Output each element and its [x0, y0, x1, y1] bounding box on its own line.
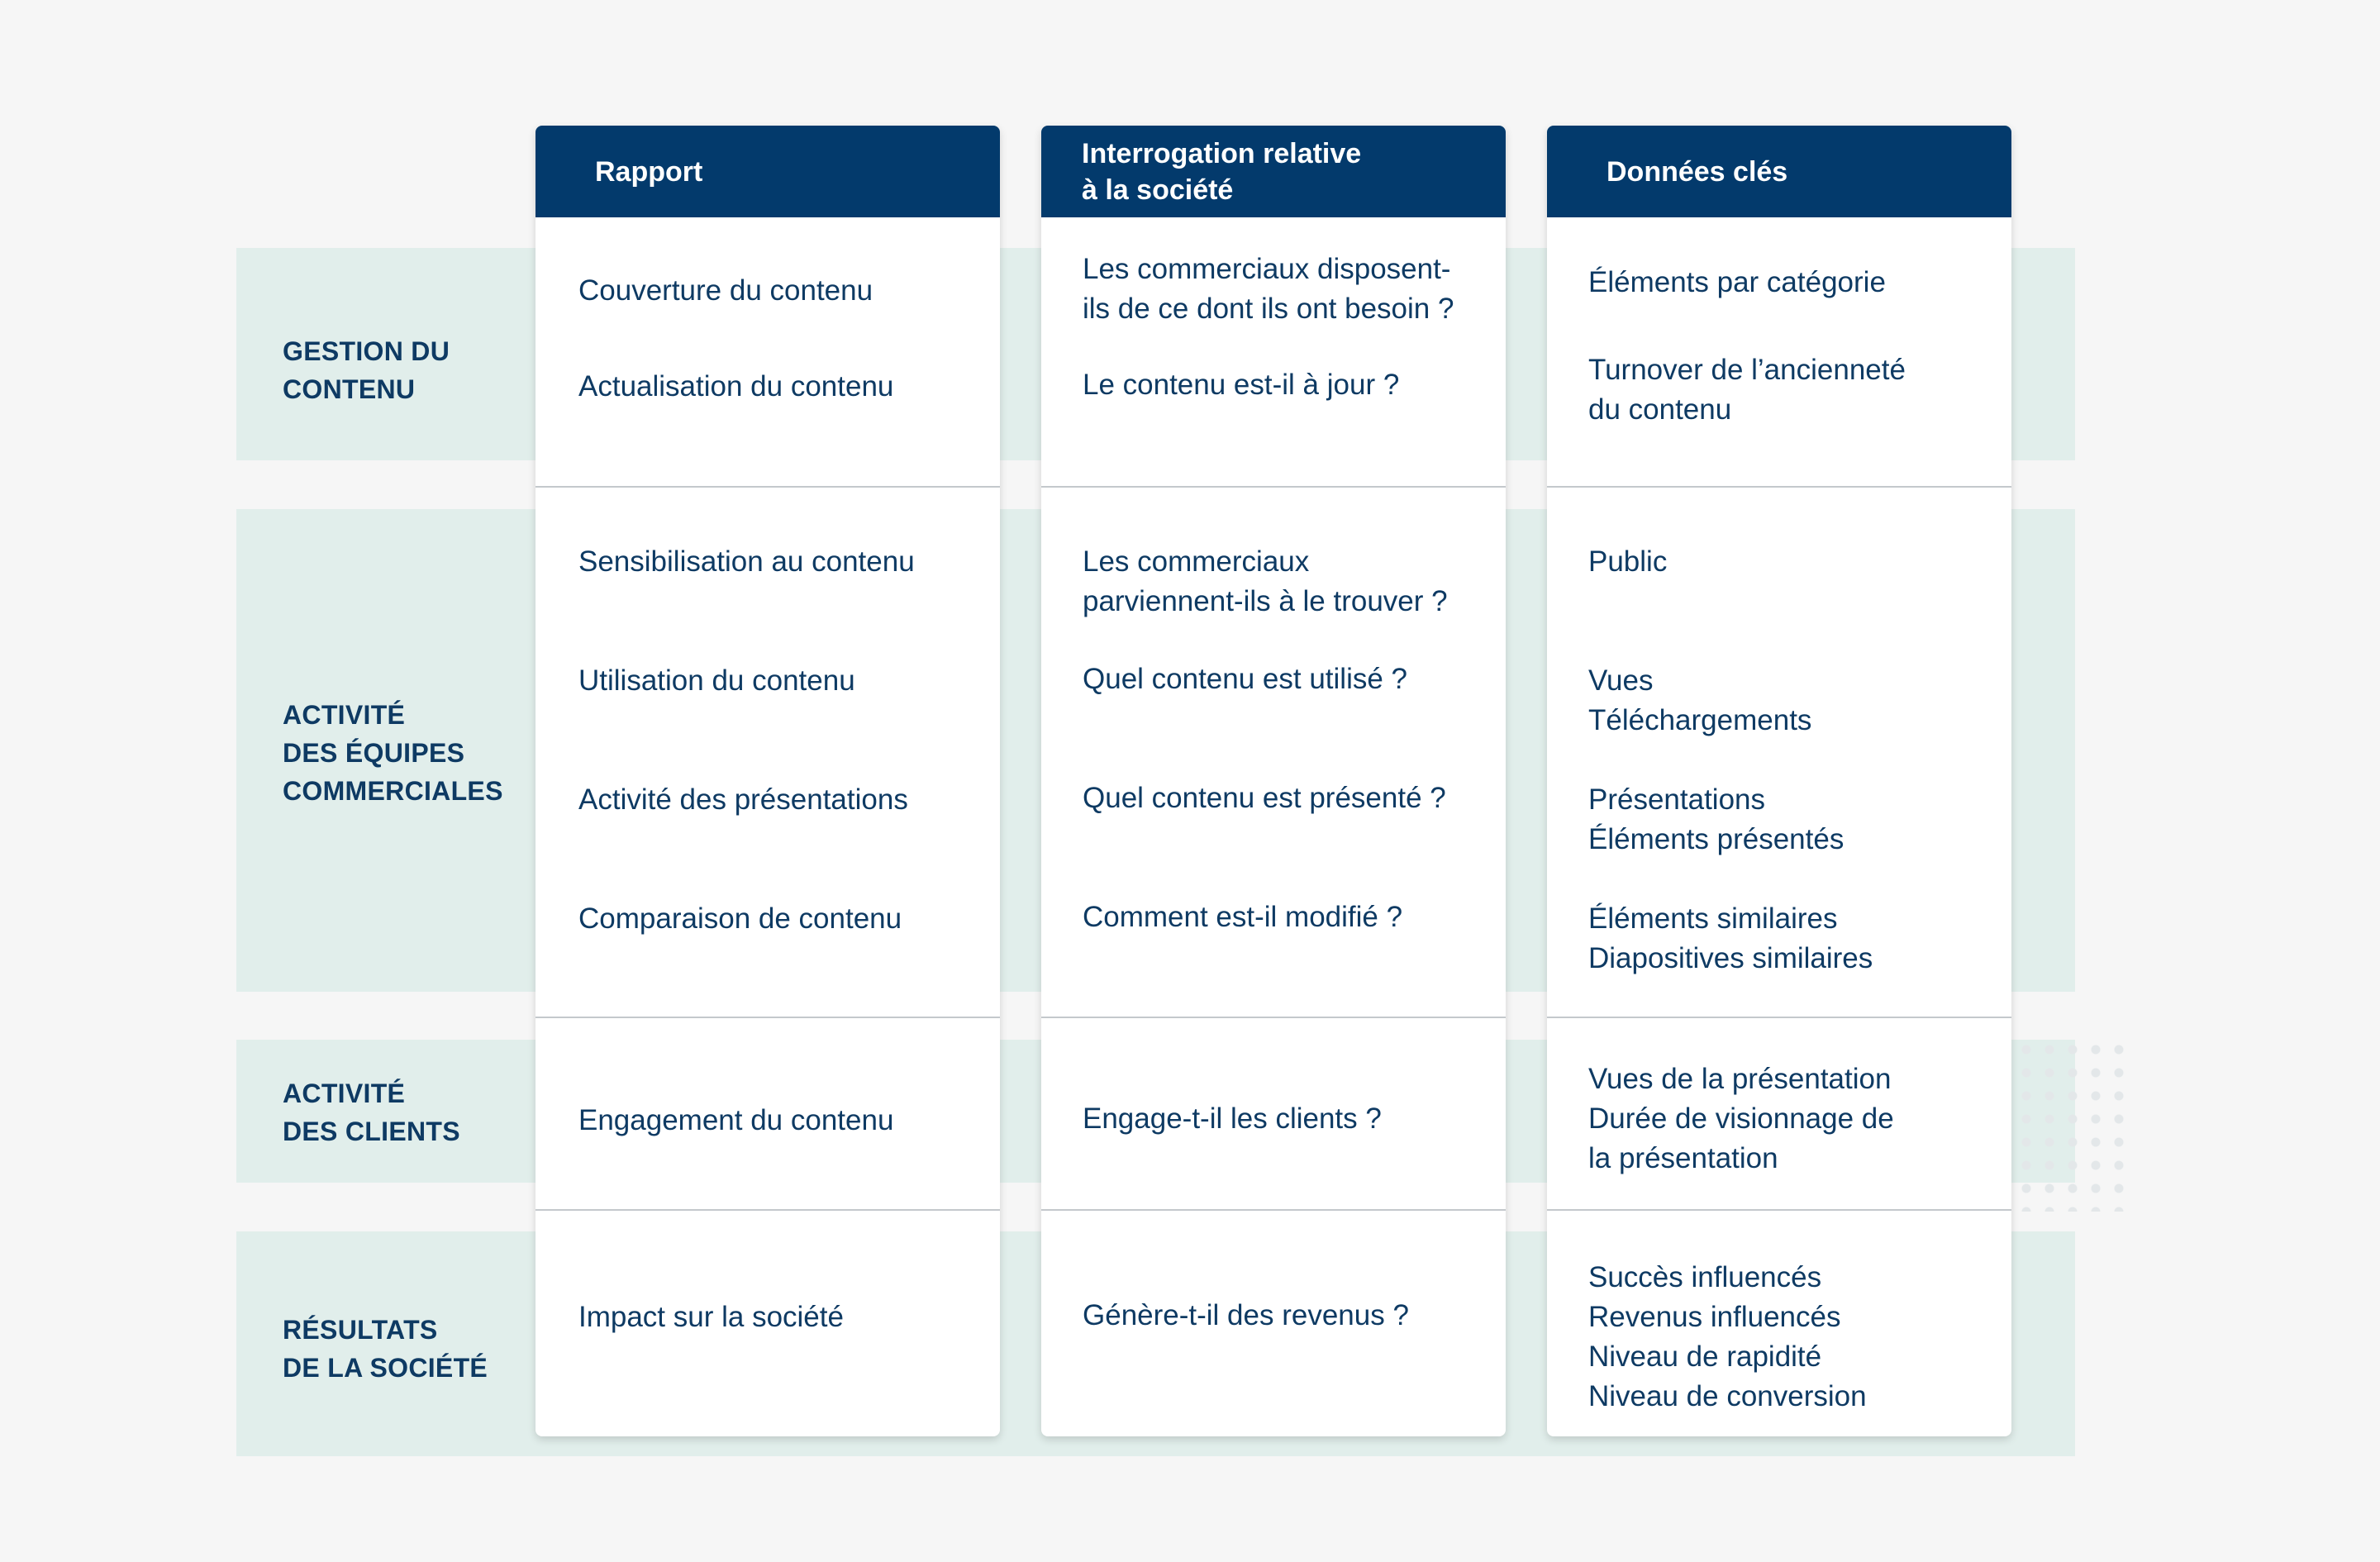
report-cell: Engagement du contenu — [578, 1104, 894, 1136]
question-cell: Comment est-il modifié ? — [1083, 901, 1403, 933]
decorative-dot-grid — [2015, 1038, 2137, 1212]
question-cell: Le contenu est-il à jour ? — [1083, 369, 1400, 401]
row-label-sales-activity: ACTIVITÉ DES ÉQUIPES COMMERCIALES — [283, 700, 503, 806]
column-key-data — [1547, 126, 2011, 1436]
key-data-cell: Succès influencés Revenus influencés Niveau de rapidité Niveau de conversion — [1588, 1261, 1867, 1412]
question-cell: Génère-t-il des revenus ? — [1083, 1299, 1409, 1331]
row-divider — [1041, 1209, 1506, 1211]
row-divider — [1547, 1017, 2011, 1018]
question-cell: Les commerciaux parviennent-ils à le trouver ? — [1083, 545, 1448, 617]
column-report — [536, 126, 1000, 1436]
key-data-cell: Public — [1588, 545, 1668, 578]
row-label-content-management: GESTION DU CONTENU — [283, 336, 450, 404]
row-divider — [1547, 1209, 2011, 1211]
row-label-customer-activity: ACTIVITÉ DES CLIENTS — [283, 1079, 460, 1146]
row-divider — [536, 486, 1000, 488]
key-data-cell: Turnover de l’ancienneté du contenu — [1588, 354, 1906, 426]
report-cell: Sensibilisation au contenu — [578, 545, 915, 578]
key-data-cell: Présentations Éléments présentés — [1588, 783, 1844, 855]
row-label-business-results: RÉSULTATS DE LA SOCIÉTÉ — [283, 1315, 488, 1383]
question-cell: Quel contenu est utilisé ? — [1083, 663, 1408, 695]
report-cell: Actualisation du contenu — [578, 370, 894, 402]
row-divider — [1041, 1017, 1506, 1018]
question-cell: Les commerciaux disposent- ils de ce dont ils ont besoin ? — [1083, 253, 1454, 325]
report-cell: Activité des présentations — [578, 783, 908, 816]
question-cell: Quel contenu est présenté ? — [1083, 782, 1446, 814]
question-cell: Engage-t-il les clients ? — [1083, 1102, 1382, 1135]
report-cell: Impact sur la société — [578, 1301, 844, 1333]
row-divider — [536, 1209, 1000, 1211]
key-data-cell: Éléments similaires Diapositives similaires — [1588, 902, 1873, 974]
key-data-cell: Éléments par catégorie — [1588, 266, 1886, 298]
row-divider — [1547, 486, 2011, 488]
column-business-question — [1041, 126, 1506, 1436]
row-divider — [536, 1017, 1000, 1018]
key-data-cell: Vues Téléchargements — [1588, 664, 1812, 736]
column-header-key-data: Données clés — [1547, 126, 2011, 217]
row-divider — [1041, 486, 1506, 488]
report-cell: Comparaison de contenu — [578, 902, 902, 935]
key-data-cell: Vues de la présentation Durée de visionnage de la présentation — [1588, 1063, 1894, 1174]
column-header-business-question: Interrogation relative à la société — [1041, 126, 1506, 217]
report-cell: Couverture du contenu — [578, 274, 873, 307]
report-cell: Utilisation du contenu — [578, 664, 855, 697]
column-header-report: Rapport — [536, 126, 1000, 217]
